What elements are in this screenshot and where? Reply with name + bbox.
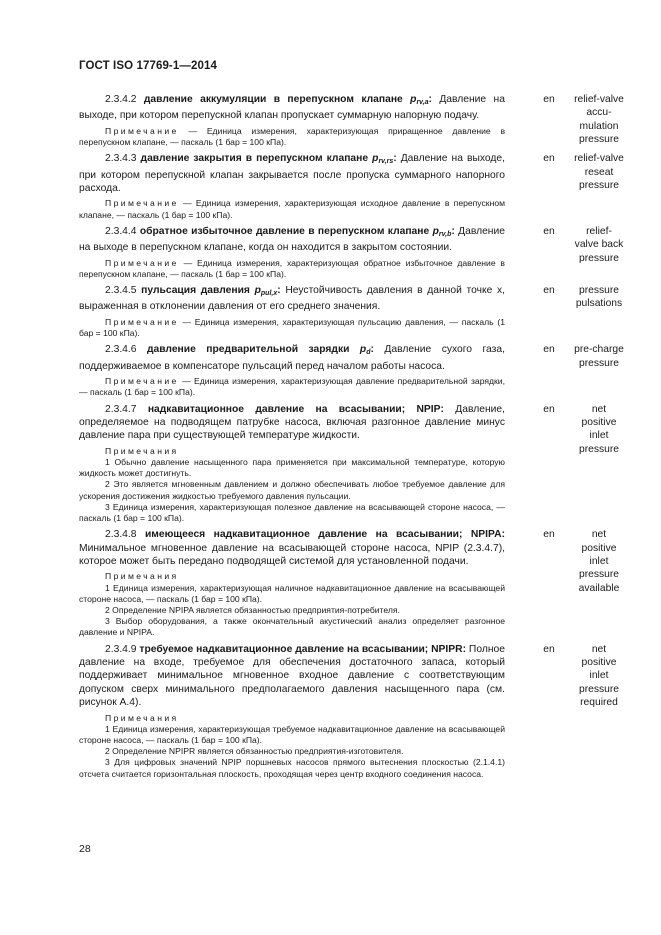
entry-main [79,284,505,314]
term-entry-2-3-4-3 [79,152,624,221]
entry-term: обратное избыточное давление в перепускном клапане $p_{rv,b}$: [139,225,455,238]
english-term: net positive inlet pressure available [578,529,620,594]
notes-label: Примечания [105,712,179,723]
note-item: 1 Единица измерения, характеризующая требуемое надкавитационное давление на всасывающей стороне насоса, — паскаль (1 бар = 100 кПа). [79,723,505,746]
note-item: 2 Определение NPIPR является обязанностью предприятия-изготовителя. [105,746,404,757]
term-entry-2-3-4-8 [79,528,619,638]
entry-term: требуемое надкавитационное давление на всасывании; NPIPR: [139,643,467,655]
term-entry-2-3-4-4 [79,225,624,280]
entry-definition: Полное давление на входе, требуемое для обеспечения достаточного запаса, который поддерживает минимальное мгновенное входное давление с соответствующим допуском сверх минимального предполагаемого давления насыщенного пара (см. рисунок А.4). [79,643,505,709]
entry-note: Примечание — Единица измерения, характеризующая пульсацию давления, — паскаль (1 бар = 100 кПа). [79,316,505,339]
entry-main [79,93,505,123]
language-code: en [543,643,555,655]
term-entry-2-3-4-7 [79,403,619,525]
document-header: ГОСТ ISO 17769-1—2014 [79,60,217,72]
entry-main [79,343,505,373]
english-term: relief- valve back pressure [574,225,624,264]
entry-note: Примечание — Единица измерения, характеризующая исходное давление в перепускном клапане, — паскаль (1 бар = 100 кПа). [79,198,506,220]
language-code: en [543,529,555,541]
note-item: 3 Единица измерения, характеризующая полезное давление на всасывающей стороне насоса, — паскаль (1 бар = 100 кПа). [79,501,505,523]
note-item: 2 Определение NPIPA является обязанностью предприятия-потребителя. [105,604,400,615]
entry-definition: Давление на выходе, при котором перепускной клапан закрывается после пропуска суммарного напорного расхода. [79,153,505,195]
language-code: en [543,344,555,356]
term-entry-2-3-4-6 [79,343,624,398]
entry-note: Примечание — Единица измерения, характеризующая давление предварительной зарядки, — паскаль (1 бар = 100 кПа). [79,376,505,398]
english-term: net positive inlet pressure [578,403,620,455]
note-item: 3 Для цифровых значений NPIP поршневых насосов прямого вытеснения плоскостью (2.1.4.1) отсчета считается горизонтальная плоскость, проходящая через центр входного соединения насоса. [79,757,505,779]
language-code: en [543,403,555,415]
english-term: net positive inlet pressure required [578,643,620,709]
language-code: en [543,94,555,105]
entry-main [79,528,505,568]
entry-number: 2.3.4.5 [105,285,137,297]
entry-definition: Давление на выходе, при котором перепускной клапан пропускает суммарную напорную подачу. [79,94,505,122]
term-entry-2-3-4-9 [79,643,619,780]
entry-definition: Неустойчивость давления в данной точке x, выраженная в отклонении давления от его среднего значения. [79,285,505,313]
term-entry-2-3-4-2 [79,93,624,148]
entry-number: 2.3.4.8 [105,529,137,541]
note-item: 1 Единица измерения, характеризующая наличное надкавитационное давление на всасывающей стороне насоса, — паскаль (1 бар = 100 кПа). [79,582,505,604]
entry-term: давление аккумуляции в перепускном клапане $p_{rv,a}$: [143,94,432,106]
language-code: en [543,153,555,165]
english-term: relief-valve accu- mulation pressure [574,94,624,146]
entry-main [79,225,505,255]
page-number: 28 [79,843,91,855]
english-term: pre-charge pressure [574,344,624,369]
entry-main [79,152,505,195]
entry-term: давление закрытия в перепускном клапане $p_{rv,rs}$: [140,153,397,166]
entry-note: Примечание — Единица измерения, характеризующая приращенное давление в перепускном клапане, — паскаль (1 бар = 100 кПа). [79,125,506,148]
note-item: 3 Выбор оборудования, а также окончательный акустический анализ определяет разгонное давление и NPIPA. [79,616,505,638]
entry-number: 2.3.4.9 [105,643,137,655]
language-code: en [543,285,555,297]
entry-number: 2.3.4.2 [105,94,137,105]
note-item: 2 Это является мгновенным давлением и должно обеспечивать любое требуемое давление для ускорения достижения жидкостью требуемого давления пульсации. [79,479,505,501]
entry-main [79,403,505,443]
entry-main [79,643,505,710]
english-term: relief-valve reseat pressure [574,153,624,192]
entry-definition: Давление сухого газа, поддерживаемое в компенсаторе пульсаций перед началом работы насоса. [79,344,505,372]
note-item: 1 Обычно давление насыщенного пара применяется при максимальной температуре, которую жидкость может достигнуть. [79,456,505,479]
notes-label: Примечания [105,571,179,582]
entry-number: 2.3.4.4 [105,225,137,237]
term-entries [79,93,624,784]
entry-number: 2.3.4.7 [105,403,137,415]
entry-term: давление предварительной зарядки $p_d$: [146,344,374,357]
entry-term: пульсация давления $p_{pul,x}$: [141,285,281,298]
entry-note: Примечание — Единица измерения, характеризующая обратное избыточное давление в перепускном клапане, — паскаль (1 бар = 100 кПа). [79,257,505,279]
language-code: en [543,225,555,237]
entry-definition: Давление, определяемое на подводящем патрубке насоса, включая разгонное давление минус давление пара при существующей температуре жидкости. [79,403,505,442]
entry-definition: Минимальное мгновенное давление на всасывающей стороне насоса, NPIP (2.3.4.7), которое может быть передано подводящей системой для установленной подачи. [79,542,505,567]
entry-definition: Давление на выходе в перепускном клапане, когда он находится в закрытом состоянии. [79,225,505,254]
notes-label: Примечания [105,445,179,456]
entry-number: 2.3.4.6 [105,344,137,356]
entry-term: надкавитационное давление на всасывании; NPIP: [147,403,444,415]
entry-number: 2.3.4.3 [105,153,137,165]
english-term: pressure pulsations [575,285,623,310]
entry-term: имеющееся надкавитационное давление на всасывании; NPIPA: [144,529,505,541]
term-entry-2-3-4-5 [79,284,623,339]
